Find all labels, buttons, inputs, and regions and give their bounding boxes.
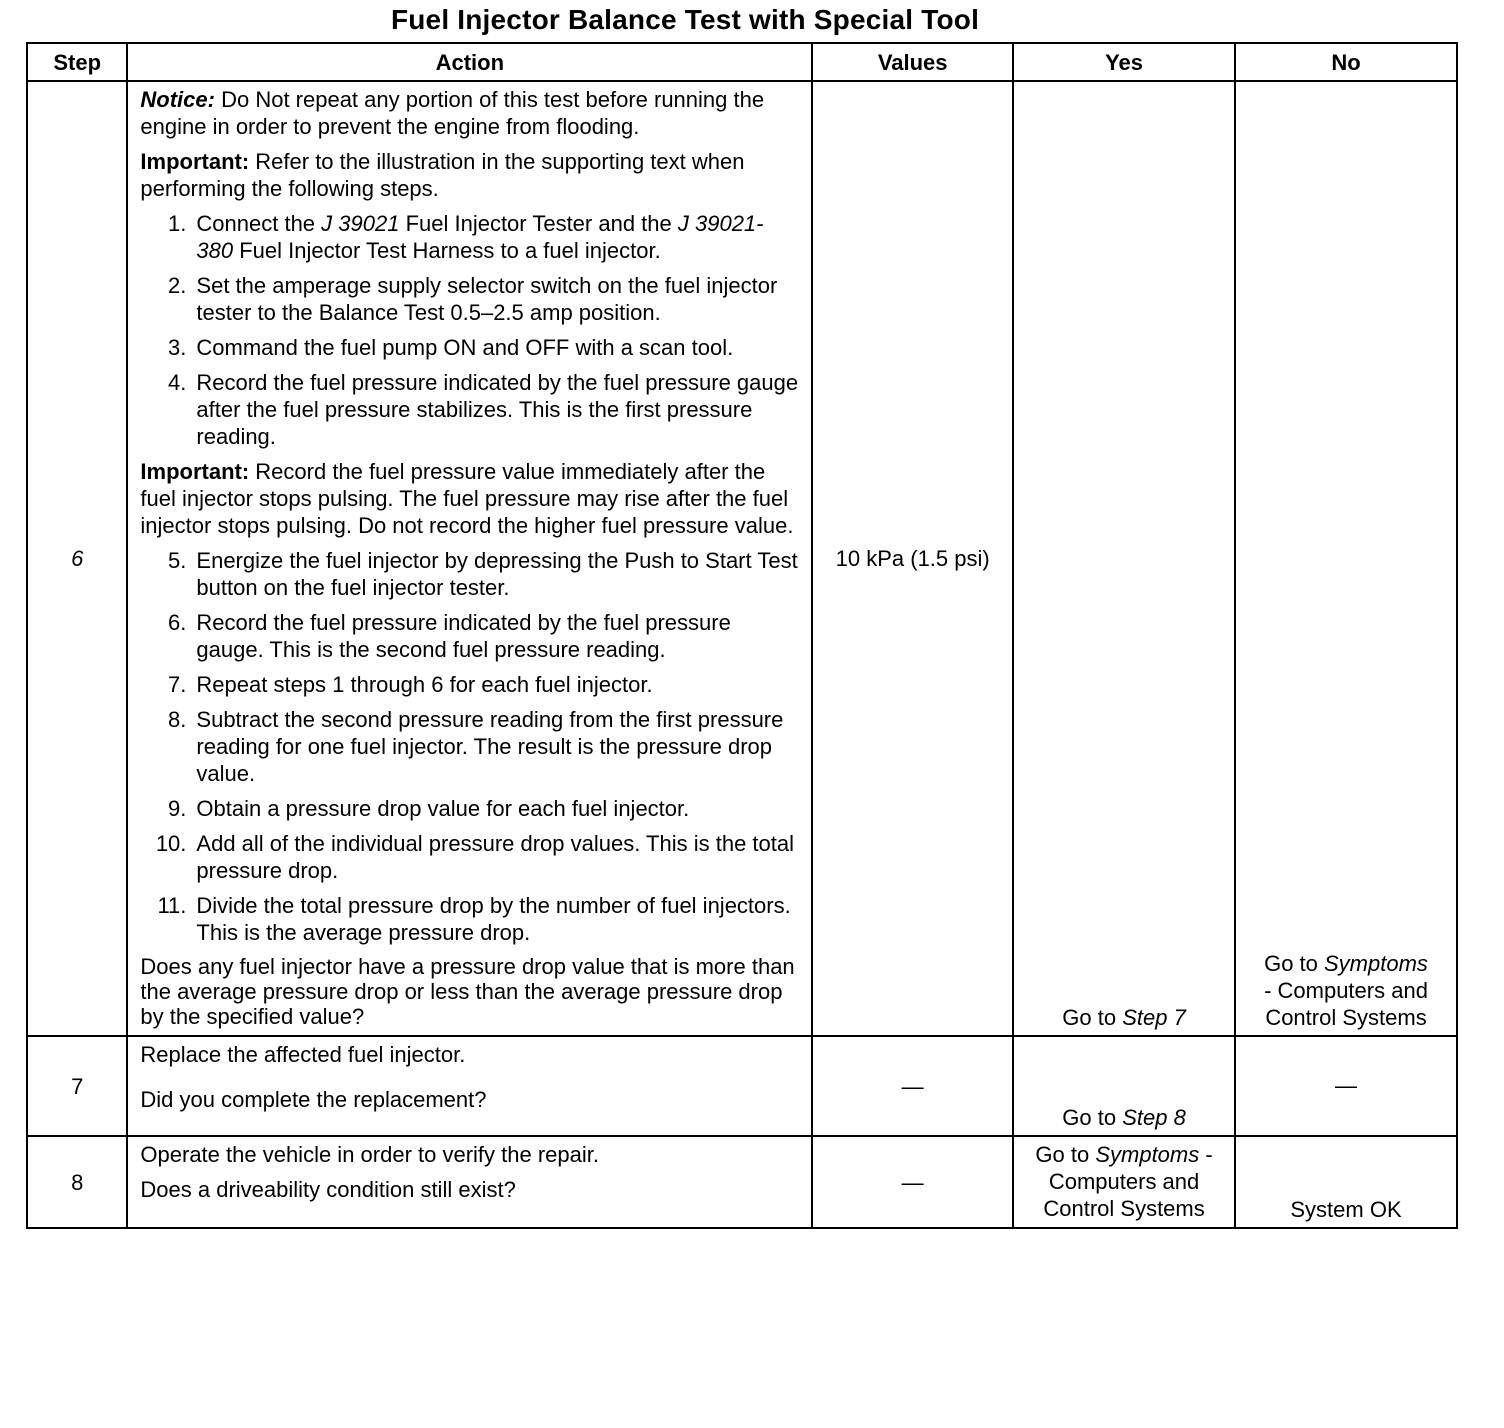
- table-row: [27, 1036, 1457, 1136]
- no-prefix: Go to: [1264, 951, 1324, 976]
- list-item: [140, 369, 799, 450]
- list-text: Command the fuel pump ON and OFF with a scan tool.: [196, 335, 734, 360]
- table-row: [27, 1136, 1457, 1228]
- list-text-part: Fuel Injector Test Harness to a fuel injector.: [233, 238, 661, 263]
- list-text: Record the fuel pressure indicated by the fuel pressure gauge. This is the second fuel pressure reading.: [196, 610, 731, 662]
- list-item: [140, 272, 799, 326]
- important-paragraph: [140, 458, 799, 539]
- step-number: 7: [27, 1036, 127, 1136]
- list-item: [140, 892, 799, 946]
- list-text: Subtract the second pressure reading from the first pressure reading for one fuel injector. The result is the pressure drop value.: [196, 707, 784, 786]
- action-cell: [127, 1136, 812, 1228]
- yes-cell: [1013, 1136, 1235, 1228]
- step-number: 8: [27, 1136, 127, 1228]
- notice-label: Notice:: [140, 87, 215, 112]
- no-link[interactable]: Symptoms: [1324, 951, 1428, 976]
- list-item: [140, 334, 799, 361]
- list-number: 1.: [168, 211, 187, 236]
- no-suffix: - Computers and Control Systems: [1264, 978, 1428, 1030]
- page-title: Fuel Injector Balance Test with Special Tool: [390, 4, 980, 35]
- header-no: No: [1235, 43, 1457, 81]
- no-cell: System OK: [1235, 1136, 1457, 1228]
- header-row: [27, 43, 1457, 81]
- list-text: Divide the total pressure drop by the number of fuel injectors. This is the average pressure drop.: [196, 893, 791, 945]
- header-step: Step: [27, 43, 127, 81]
- action-text: Operate the vehicle in order to verify the repair.: [140, 1142, 599, 1167]
- list-text: [196, 210, 799, 264]
- table-row: [27, 81, 1457, 1036]
- list-number: 7.: [168, 672, 187, 697]
- action-cell: [127, 1036, 812, 1136]
- list-item: [140, 671, 799, 698]
- list-number: 4.: [168, 370, 187, 395]
- yes-cell: [1013, 81, 1235, 1036]
- list-item: [140, 547, 799, 601]
- list-text: Repeat steps 1 through 6 for each fuel injector.: [196, 672, 653, 697]
- question-text: Did you complete the replacement?: [140, 1087, 487, 1112]
- yes-cell: [1013, 1036, 1235, 1136]
- list-number: 8.: [168, 707, 187, 732]
- list-text: Obtain a pressure drop value for each fuel injector.: [196, 796, 690, 821]
- list-text-part: Fuel Injector Tester and the: [399, 211, 678, 236]
- important-text: Refer to the illustration in the supporting text when performing the following steps.: [140, 149, 745, 201]
- list-item: [140, 609, 799, 663]
- list-text: Set the amperage supply selector switch on the fuel injector tester to the Balance Test 0.5–2.5 amp position.: [196, 273, 778, 325]
- important-label: Important:: [140, 149, 250, 174]
- procedure-list: [140, 547, 799, 946]
- list-item: [140, 706, 799, 787]
- question-text: Does any fuel injector have a pressure drop value that is more than the average pressure drop or less than the average pressure drop by the specified value?: [140, 954, 795, 1029]
- yes-prefix: Go to: [1062, 1005, 1123, 1030]
- list-item: [140, 795, 799, 822]
- values-cell: 10 kPa (1.5 psi): [812, 81, 1013, 1036]
- action-text: Replace the affected fuel injector.: [140, 1042, 466, 1067]
- tool-reference: J 39021-380: [196, 211, 764, 263]
- yes-link[interactable]: Step 8: [1122, 1105, 1186, 1130]
- step-number: 6: [27, 81, 127, 1036]
- notice-text: Do Not repeat any portion of this test before running the engine in order to prevent the engine from flooding.: [140, 87, 765, 139]
- list-number: 5.: [168, 548, 187, 573]
- list-number: 9.: [168, 796, 187, 821]
- list-text: Energize the fuel injector by depressing the Push to Start Test button on the fuel injector tester.: [196, 548, 798, 600]
- procedure-list: [140, 210, 799, 450]
- tool-reference: J 39021: [321, 211, 400, 236]
- header-action: Action: [127, 43, 812, 81]
- list-number: 11.: [157, 893, 187, 918]
- list-number: 3.: [168, 335, 187, 360]
- list-number: 2.: [168, 273, 187, 298]
- yes-prefix: Go to: [1035, 1141, 1096, 1167]
- action-cell: [127, 81, 812, 1036]
- list-item: [140, 830, 799, 884]
- yes-link[interactable]: Symptoms: [1095, 1141, 1200, 1167]
- yes-prefix: Go to: [1062, 1105, 1123, 1130]
- list-text-part: Connect the: [196, 211, 322, 236]
- yes-suffix: - Computers and Control Systems: [1043, 1141, 1213, 1221]
- important-paragraph: [140, 148, 799, 202]
- question-text: Does a driveability condition still exist?: [140, 1177, 516, 1202]
- no-cell: [1235, 81, 1457, 1036]
- list-number: 10.: [155, 831, 187, 856]
- important-text: Record the fuel pressure value immediately after the fuel injector stops pulsing. The fuel pressure may rise after the fuel injector stops pulsing. Do not record the higher fuel pressure value.: [140, 459, 794, 538]
- list-number: 6.: [168, 610, 187, 635]
- list-item: [140, 210, 799, 264]
- list-text: Record the fuel pressure indicated by the fuel pressure gauge after the fuel pressure stabilizes. This is the first pressure reading.: [196, 370, 799, 449]
- header-yes: Yes: [1013, 43, 1235, 81]
- list-text: Add all of the individual pressure drop values. This is the total pressure drop.: [196, 831, 795, 883]
- important-label: Important:: [140, 459, 250, 484]
- yes-link[interactable]: Step 7: [1122, 1005, 1186, 1030]
- no-cell: —: [1235, 1036, 1457, 1136]
- diagnostic-table: [26, 42, 1458, 1229]
- notice-paragraph: [140, 86, 799, 140]
- values-cell: —: [812, 1136, 1013, 1228]
- header-values: Values: [812, 43, 1013, 81]
- values-cell: —: [812, 1036, 1013, 1136]
